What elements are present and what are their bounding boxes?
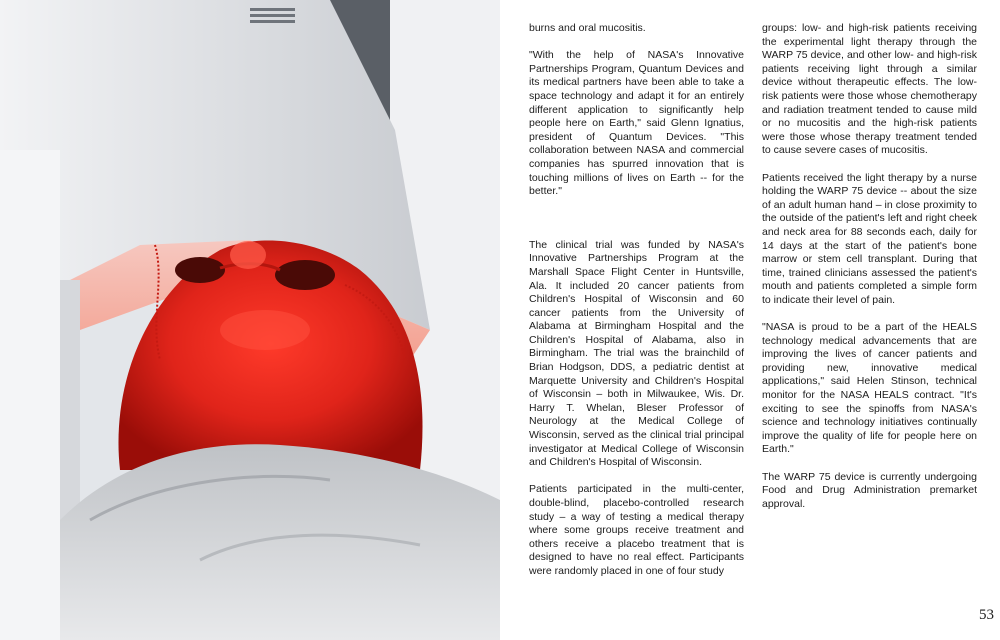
goggle-left: [175, 257, 225, 283]
article-paragraph: "With the help of NASA's Innovative Partnerships Program, Quantum Devices and its medical partners have been able to take a space technology and adapt it for an entirely different application to significantly help people here on Earth," said Glenn Ignatius, president of Quantum Devices. "This collaboration between NASA and commercial companies has spurred innovation that is touching millions of lives on Earth -- for the better.": [529, 49, 744, 198]
article-paragraph: groups: low- and high-risk patients receiving the experimental light therapy through the WARP 75 device, and other low- and high-risk patients receiving light through a similar device without therapeutic effects. The low-risk patients were those whose chemotherapy and radiation treatment tended to cause mild or no mucositis and the high-risk patients were those whose therapy treatment tended to cause severe cases of mucositis.: [762, 22, 977, 157]
article-paragraph: Patients participated in the multi-center, double-blind, placebo-controlled research study – a way of testing a medical therapy where some groups receive treatment and others receive a placebo treatment that is designed to have no real effect. Participants were randomly placed in one of four study: [529, 483, 744, 577]
article-column-right: [762, 22, 977, 525]
patient-gown: [60, 444, 500, 640]
article-paragraph: "NASA is proud to be a part of the HEALS technology medical advancements that are improving the lives of cancer patients and providing new, innovative medical applications," said Helen Stinson, technical monitor for the NASA HEALS contract. "It's exciting to see the spinoffs from NASA's science and technology initiatives continually improve the quality of life for people here on Earth.": [762, 321, 977, 456]
article-column-left: [529, 22, 744, 592]
vent-slot: [250, 8, 295, 11]
goggle-right: [275, 260, 335, 290]
device-support-left: [0, 150, 60, 640]
article-paragraph: burns and oral mucositis.: [529, 22, 646, 34]
article-paragraph: The WARP 75 device is currently undergoing Food and Drug Administration premarket approval.: [762, 470, 977, 510]
page-number: 53: [979, 607, 994, 623]
vent-slot: [250, 14, 295, 17]
article-paragraph: The clinical trial was funded by NASA's Innovative Partnerships Program at the Marshall Space Flight Center in Huntsville, Ala. It included 20 cancer patients from Children's Hospital of Wisconsin and 60 cancer patients from the University of Alabama at Birmingham Hospital and the Children's Hospital of Alabama, also in Birmingham. The trial was the brainchild of Brian Hodgson, DDS, a pediatric dentist at Marquette University and Children's Hospital of Wisconsin – both in Milwaukee, Wis. Dr. Harry T. Whelan, Bleser Professor of Neurology at the Medical College of Wisconsin, served as the clinical trial principal investigator at Medical College of Wisconsin and Children's Hospital of Wisconsin.: [529, 238, 744, 469]
vent-slot: [250, 20, 295, 23]
article-paragraph: Patients received the light therapy by a nurse holding the WARP 75 device -- about the size of an adult human hand – in close proximity to the outside of the patient's left and right cheek and neck area for 88 seconds each, daily for 14 days at the start of the patient's bone marrow or stem cell transplant. During that time, trained clinicians assessed the patient's mouth and patients completed a simple form to indicate their level of pain.: [762, 171, 977, 306]
nose-highlight: [230, 241, 266, 269]
chin-highlight: [220, 310, 310, 350]
